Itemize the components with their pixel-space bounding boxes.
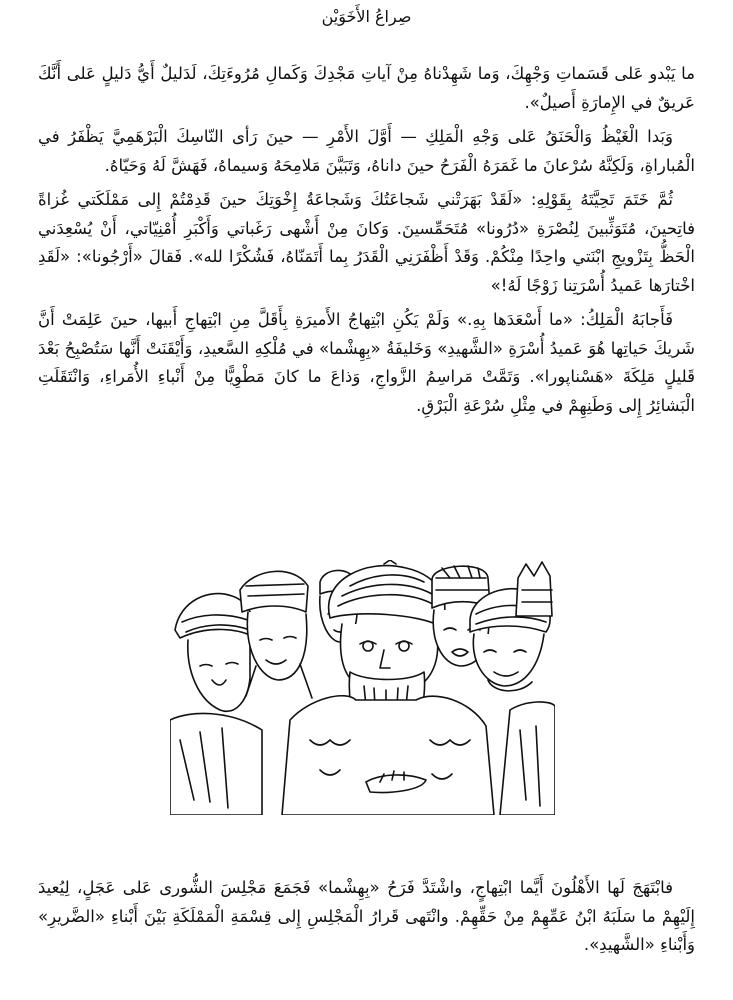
figure-hat-icon xyxy=(240,571,312,698)
paragraph-1: ما يَبْدو عَلى قَسَماتِ وَجْهِكَ، وَما شَهِدْناهُ مِنْ آياتِ مَجْدِكَ وَكَمالِ مُرُوءَتِكَ، لَدَليلٌ أَيُّ دَليلٍ عَلى أَنَّكَ عَريقٌ في الإِمارَةِ أَصيلٌ». xyxy=(38,64,695,112)
text-block-top xyxy=(38,60,695,426)
paragraph-5: فابْتَهَجَ لَها الأَهْلُونَ أَيَّما ابْتِهاجٍ، واشْتَدَّ فَرَحُ «بِهِشْما» فَجَمَعَ مَجْلِسَ الشُّورى عَلى عَجَلٍ، لِيُعيدَ إِلَيْهِمْ ما سَلَبَهُ ابْنُ عَمِّهِمْ مِنْ حَقِّهِمْ. وانْتَهى قَرارُ الْمَجْلِسِ إِلى قِسْمَةِ الْمَمْلَكَةِ بَيْنَ أَبْناءِ «الضَّريرِ» وَأَبْناءِ «الشَّهيدِ». xyxy=(38,878,695,954)
running-header: صِراعُ الأَخَوَيْن xyxy=(321,7,412,26)
group-of-turbaned-men-illustration xyxy=(170,560,555,815)
paragraph-4: فَأَجابَهُ الْمَلِكُ: «ما أَسْعَدَها بِهِ.» وَلَمْ يَكُنِ ابْتِهاجُ الأَميرَةِ بِأَقَلَّ مِنِ ابْتِهاجِ أَبيها، حينَ عَلِمَتْ أَنَّ شَريكَ حَياتِها هُوَ عَميدُ أُسْرَةِ «الشَّهيدِ» وَخَليفَةُ «بِهِشْما» في مُلْكِهِ السَّعيدِ، وَأَيْقَنَتْ أَنَّها سَتُصْبِحُ بَعْدَ قَليلٍ مَلِكَةَ «هَسْناپورا». وَتَمَّتْ مَراسِمُ الزَّواجِ، وَذاعَ ما كانَ مَطْوِيًّا مِنْ أَنْباءِ الأُمَراءِ، وَانْتَقَلَتِ الْبَشائِرُ إِلى وَطَنِهِمْ في مِثْلِ سُرْعَةِ الْبَرْقِ. xyxy=(38,310,695,415)
text-block-bottom xyxy=(38,874,695,966)
paragraph-3: ثُمَّ خَتَمَ تَحِيَّتَهُ بِقَوْلِهِ: «لَقَدْ بَهَرَتْني شَجاعَتُكَ وَشَجاعَةُ إِخْوَتِكَ حينَ قَدِمْتُمْ إِلى مَمْلَكَتي غُزاةً فاتِحينَ، مُتَوَثِّبينَ لِنُصْرَةِ «دُرُونا» مُتَحَمِّسينَ. وَكانَ مِنْ أَشْهى رَغَباتي وَأَكْبَرِ أُمْنِيّاتي، أَنْ يُسْعِدَني الْحَظُّ بِتَزْويجِ ابْنَتي واحِدًا مِنْكُمْ. وَقَدْ أَظْفَرَنِي الْقَدَرُ بِما أَتَمَنّاهُ، فَشُكْرًا لله». فَقالَ «أَرْجُونا»: «لَقَدِ اخْتارَها عَميدُ أُسْرَتِنا زَوْجًا لَهُ!» xyxy=(38,190,695,295)
paragraph-2: وَبَدا الْغَيْظُ وَالْحَنَقُ عَلى وَجْهِ الْمَلِكِ — أَوَّلَ الأَمْرِ — حينَ رَأى النّاسِكَ الْبَرْهَمِيَّ يَظْفَرُ في الْمُباراةِ، وَلَكِنَّهُ سُرْعانَ ما غَمَرَهُ الْفَرَحُ حينَ داناهُ، وَتَبَيَّنَ مَلامِحَهُ وَسيماهُ، فَهَشَّ لَهُ وَحَيّاهُ. xyxy=(38,127,695,175)
